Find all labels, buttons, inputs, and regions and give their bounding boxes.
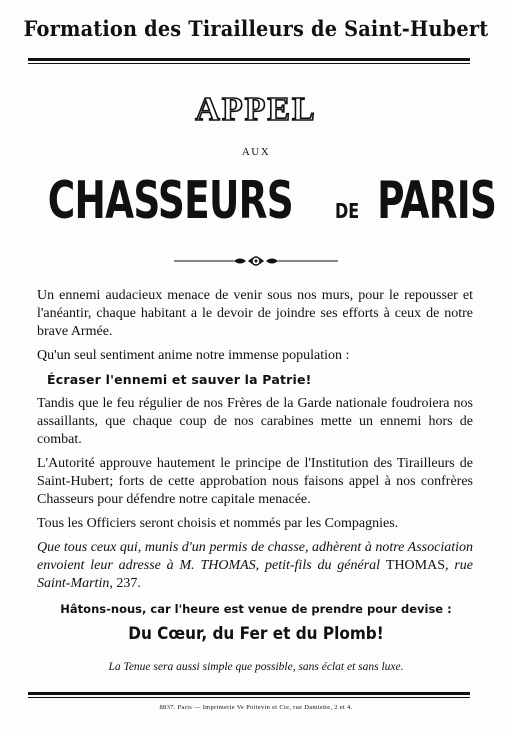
header-title: Formation des Tirailleurs de Saint-Hubert [23,16,489,41]
ornament-divider-icon [174,254,338,268]
paragraph-3: Tandis que le feu régulier de nos Frères de la Garde nationale foudroiera nos assaillants, que chaque coup de nos carabines mette un ennemi hors de combat. [37,396,473,447]
footer-rule-thin [28,697,470,698]
header-rule-thin [28,63,470,64]
headline-de: DE [335,199,360,223]
headline-aux: AUX [241,146,271,158]
paragraph-6-name: THOMAS [385,558,446,573]
paragraph-6-number: 237. [116,576,141,591]
paragraph-2: Qu'un seul sentiment anime notre immense population : [37,348,350,363]
footer-rule-thick [28,692,470,695]
printer-line: 8837. Paris — Imprimerie Ve Poitevin et Cie, rue Damiette, 2 et 4. [159,704,353,711]
closing-motto: Du Cœur, du Fer et du Plomb! [128,624,384,644]
headline-chasseurs: CHASSEURS [47,171,294,231]
paragraph-5: Tous les Officiers seront choisis et nommés par les Compagnies. [37,516,399,531]
header-rule-thick [28,58,470,61]
headline-main [0,169,512,233]
slogan-ecraser: Écraser l'ennemi et sauver la Patrie! [47,372,312,387]
paragraph-4: L'Autorité approuve hautement le principe de l'Institution des Tirailleurs de Saint-Hubert; forts de cette approbation nous faisons appel à nos confrères Chasseurs pour défendre notre capitale menacée. [37,456,473,507]
headline-paris: PARIS [377,171,497,231]
paragraph-6-italic: Que tous ceux qui, munis d'un permis de chasse, adhèrent à notre Association envoient leur adresse à M. THOMAS, petit-fils du général [37,540,473,573]
closing-tenue: La Tenue sera aussi simple que possible, sans éclat et sans luxe. [108,661,404,673]
paragraph-6-address: , rue Saint-Martin, [37,558,473,591]
closing-hatons: Hâtons-nous, car l'heure est venue de prendre pour devise : [60,602,452,616]
paragraph-6 [37,539,473,593]
headline-appel: APPEL [195,91,317,128]
paragraph-1: Un ennemi audacieux menace de venir sous nos murs, pour le repousser et l'anéantir, chaque habitant a le devoir de joindre ses efforts à ceux de notre brave Armée. [37,288,473,339]
body-text [37,287,473,599]
